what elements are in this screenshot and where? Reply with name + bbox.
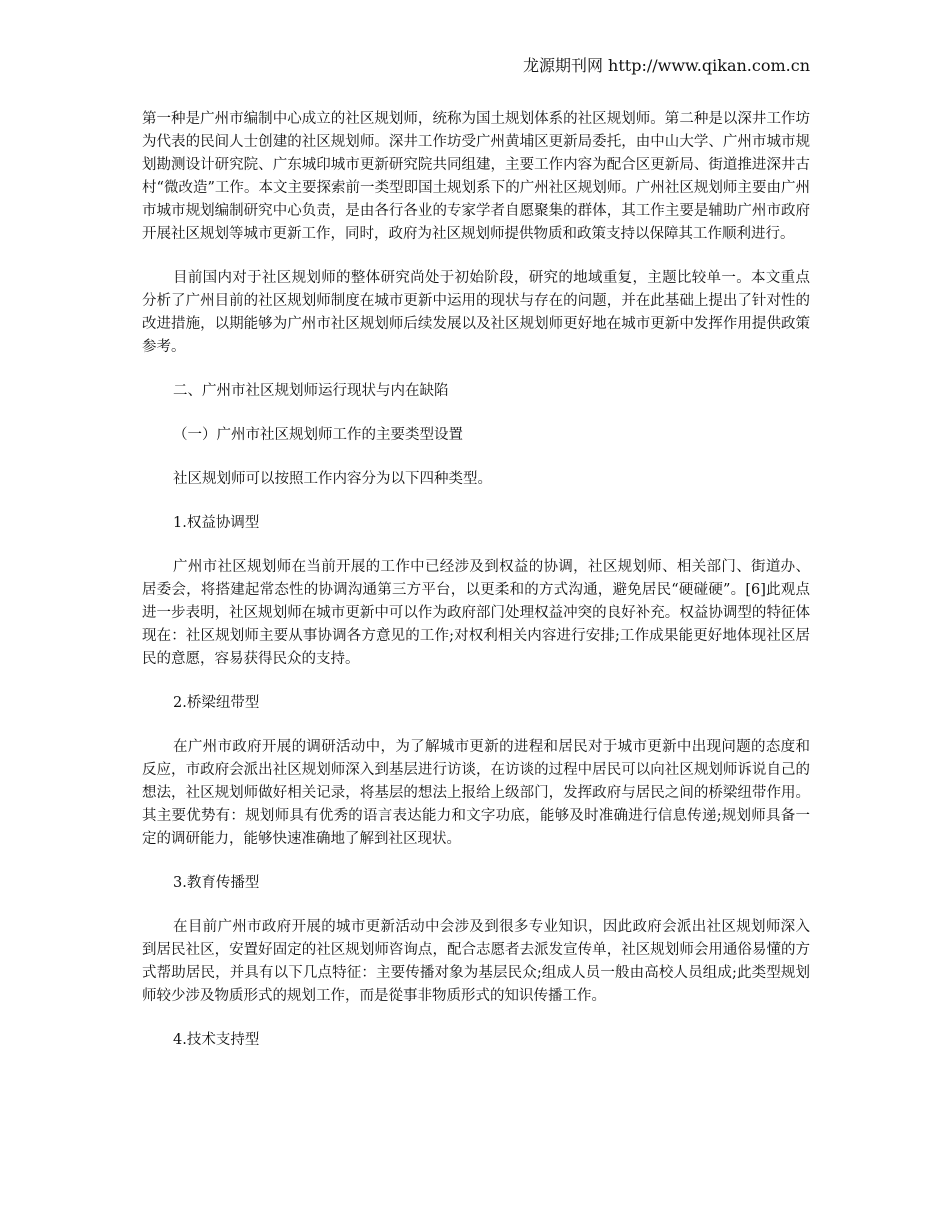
paragraph-type-1: 广州市社区规划师在当前开展的工作中已经涉及到权益的协调，社区规划师、相关部门、街道办、居委会，将搭建起常态性的协调沟通第三方平台，以更柔和的方式沟通，避免居民“硬碰硬”。[6]此观点进一步表明，社区规划师在城市更新中可以作为政府部门处理权益冲突的良好补充。权益协调型的特征体现在：社区规划师主要从事协调各方意见的工作;对权利相关内容进行安排;工作成果能更好地体现社区居民的意愿，容易获得民众的支持。 (142, 559, 810, 667)
type-heading-2: 2.桥梁纽带型 (173, 695, 260, 711)
type-heading-1: 1.权益协调型 (173, 515, 260, 531)
type-heading-3: 3.教育传播型 (173, 875, 260, 891)
paragraph-type-2: 在广州市政府开展的调研活动中，为了解城市更新的进程和居民对于城市更新中出现问题的态度和反应，市政府会派出社区规划师深入到基层进行访谈，在访谈的过程中居民可以向社区规划师诉说自己的想法，社区规划师做好相关记录，将基层的想法上报给上级部门，发挥政府与居民之间的桥梁纽带作用。其主要优势有：规划师具有优秀的语言表达能力和文字功底，能够及时准确进行信息传递;规划师具备一定的调研能力，能够快速准确地了解到社区现状。 (142, 739, 810, 847)
section-heading-2: 二、广州市社区规划师运行现状与内在缺陷 (173, 383, 449, 399)
type-heading-4: 4.技术支持型 (173, 1032, 260, 1048)
paragraph-type-3: 在目前广州市政府开展的城市更新活动中会涉及到很多专业知识，因此政府会派出社区规划师深入到居民社区，安置好固定的社区规划师咨询点，配合志愿者去派发宣传单，社区规划师会用通俗易懂的方式帮助居民，并具有以下几点特征：主要传播对象为基层民众;组成人员一般由高校人员组成;此类型规划师较少涉及物质形式的规划工作，而是從事非物质形式的知识传播工作。 (142, 919, 810, 1004)
subsection-heading-1: （一）广州市社区规划师工作的主要类型设置 (173, 427, 463, 443)
article-body (142, 108, 810, 1073)
paragraph-2: 目前国内对于社区规划师的整体研究尚处于初始阶段，研究的地域重复，主题比较单一。本文重点分析了广州目前的社区规划师制度在城市更新中运用的现状与存在的问题，并在此基础上提出了针对性的改进措施，以期能够为广州市社区规划师后续发展以及社区规划师更好地在城市更新中发挥作用提供政策参考。 (142, 270, 810, 355)
page-header: 龙源期刊网 http://www.qikan.com.cn (522, 56, 810, 75)
paragraph-1: 第一种是广州市编制中心成立的社区规划师，统称为国土规划体系的社区规划师。第二种是以深井工作坊为代表的民间人士创建的社区规划师。深井工作坊受广州黄埔区更新局委托，由中山大学、广州市城市规划勘测设计研究院、广东城印城市更新研究院共同组建，主要工作内容为配合区更新局、街道推进深井古村“微改造”工作。本文主要探索前一类型即国土规划系下的广州社区规划师。广州社区规划师主要由广州市城市规划编制研究中心负责，是由各行各业的专家学者自愿聚集的群体，其工作主要是辅助广州市政府开展社区规划等城市更新工作，同时，政府为社区规划师提供物质和政策支持以保障其工作顺利进行。 (142, 111, 810, 242)
paragraph-types-intro: 社区规划师可以按照工作内容分为以下四种类型。 (173, 471, 492, 487)
